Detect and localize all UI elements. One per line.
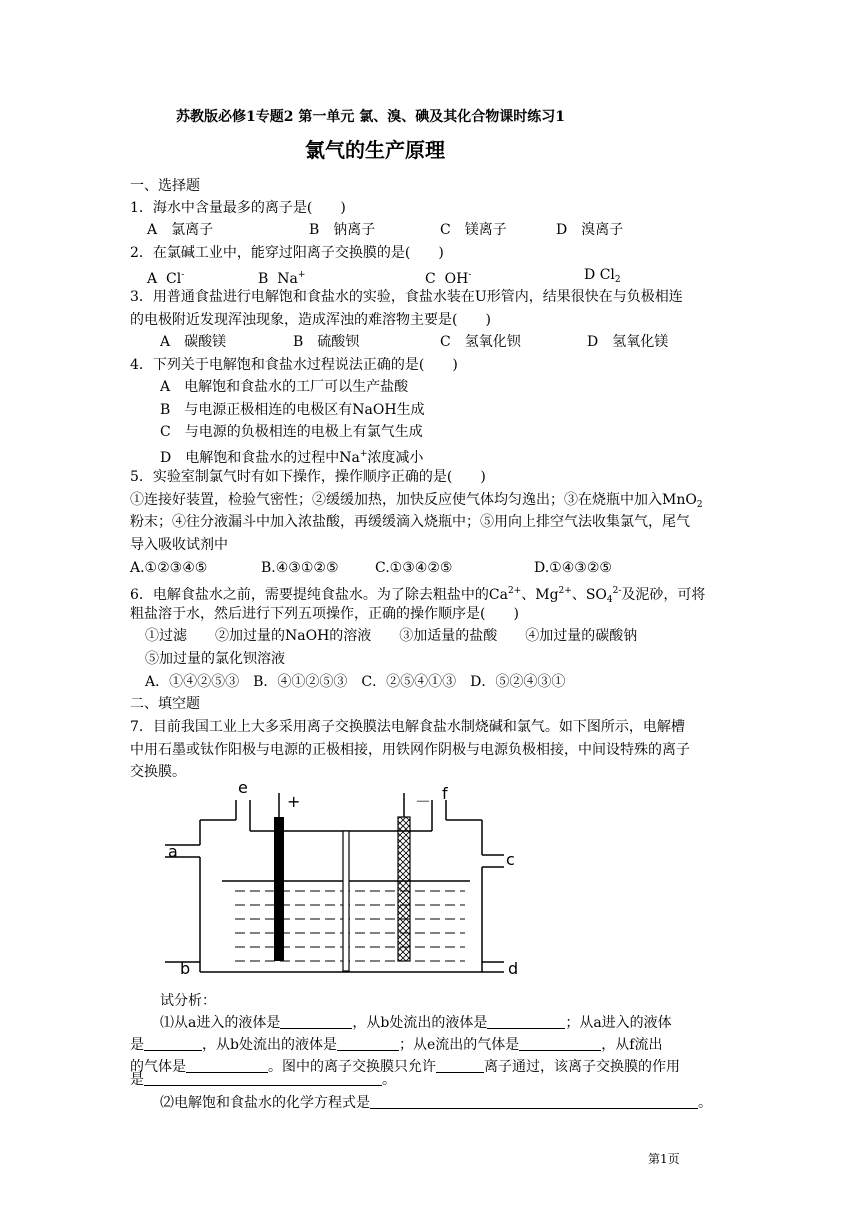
question-4-option-d: D 电解饱和食盐水的过程中Na+浓度减小 [160, 449, 424, 466]
question-5-line-1: ①连接好装置，检验气密性；②缓缓加热，加快反应使气体均匀逸出；③在烧瓶中加入MnO$_2$ [130, 492, 703, 510]
question-4-stem: 4．下列关于电解饱和食盐水过程说法正确的是( ) [130, 357, 458, 373]
question-7-line-2: 中用石墨或钛作阳极与电源的正极相接，用铁网作阴极与电源负极相接，中间设特殊的离子 [130, 742, 690, 758]
answer-blank[interactable] [370, 1094, 698, 1109]
question-6-line-1: 6．电解食盐水之前，需要提纯食盐水。为了除去粗盐中的$Ca^{2+}$、$Mg^{2+}$、$SO_4^{2-}$及泥砂，可将 [130, 586, 706, 605]
question-1-stem: 1．海水中含量最多的离子是( ) [130, 200, 346, 216]
question-3-line-2: 的电极附近发现浑浊现象，造成浑浊的难溶物主要是( ) [130, 312, 491, 328]
question-2-option-b: B Na+ [258, 270, 306, 287]
question-7-part-1-line-1: ⑴从a进入的液体是 ，从b处流出的液体是 ；从a进入的液体 [160, 1015, 672, 1031]
question-2-option-c: C OH- [425, 270, 472, 287]
page-title: 氯气的生产原理 [305, 138, 445, 162]
question-7-part-1-line-2: 是 ，从b处流出的液体是 ；从e流出的气体是 ，从f流出 [130, 1037, 663, 1053]
answer-blank[interactable] [144, 1071, 382, 1086]
answer-blank[interactable] [144, 1036, 202, 1051]
question-5-option-a: A.①②③④⑤ [130, 560, 208, 576]
header-text: 苏教版必修1专题2 第一单元 氯、溴、碘及其化合物课时练习1 [176, 109, 565, 125]
question-3-option-c: C 氢氧化钡 [440, 334, 521, 350]
answer-blank[interactable] [436, 1058, 484, 1073]
question-3-option-d: D 氢氧化镁 [587, 334, 669, 350]
question-7-part-1-line-3: 的气体是 。图中的离子交换膜只允许 离子通过，该离子交换膜的作用 [130, 1059, 680, 1075]
question-1-option-c: C 镁离子 [440, 222, 507, 238]
question-3-line-1: 3．用普通食盐进行电解饱和食盐水的实验，食盐水装在U形管内，结果很快在与负极相连 [130, 289, 683, 305]
question-2-option-d: D $Cl_2$ [584, 267, 621, 285]
answer-blank[interactable] [519, 1036, 601, 1051]
question-7-part-2: ⑵电解饱和食盐水的化学方程式是 。 [160, 1095, 712, 1111]
question-6-options: A．①④②⑤③ B．④①②⑤③ C．②⑤④①③ D．⑤②④③① [145, 674, 566, 690]
question-3-option-b: B 硫酸钡 [293, 334, 360, 350]
question-3-option-a: A 碳酸镁 [160, 334, 227, 350]
electrolysis-cell-diagram [160, 775, 540, 985]
question-5-option-c: C.①③④②⑤ [375, 560, 453, 576]
label-e: e [238, 778, 248, 797]
answer-blank[interactable] [487, 1014, 565, 1029]
label-b: b [180, 959, 191, 978]
label-c: c [506, 850, 515, 869]
label-a: a [168, 842, 178, 861]
section-heading-choice: 一、选择题 [130, 178, 200, 194]
label-plus: + [287, 792, 301, 811]
question-4-option-c: C 与电源的负极相连的电极上有氯气生成 [160, 424, 423, 440]
question-7-part-1-line-4: 是 。 [130, 1072, 396, 1088]
question-6-line-2: 粗盐溶于水，然后进行下列五项操作，正确的操作顺序是( ) [130, 606, 519, 622]
question-1-option-b: B 钠离子 [309, 222, 376, 238]
question-7-line-3: 交换膜。 [130, 764, 186, 780]
question-7-analysis-heading: 试分析： [160, 993, 216, 1009]
question-2-option-a: A Cl- [147, 270, 185, 287]
question-4-option-a: A 电解饱和食盐水的工厂可以生产盐酸 [160, 379, 409, 395]
label-f: f [442, 784, 448, 803]
question-6-line-3: ①过滤 ②加过量的NaOH的溶液 ③加适量的盐酸 ④加过量的碳酸钠 [145, 628, 638, 644]
question-6-line-4: ⑤加过量的氯化钡溶液 [145, 651, 285, 667]
question-5-option-b: B.④③①②⑤ [261, 560, 339, 576]
question-1-option-d: D 溴离子 [556, 222, 624, 238]
question-4-option-b: B 与电源正极相连的电极区有NaOH生成 [160, 402, 425, 418]
label-minus: － [415, 792, 432, 811]
question-5-line-2: 粉末；④往分液漏斗中加入浓盐酸，再缓缓滴入烧瓶中；⑤用向上排空气法收集氯气，尾气 [130, 514, 690, 530]
answer-blank[interactable] [280, 1014, 352, 1029]
question-1-option-a: A 氯离子 [147, 222, 214, 238]
question-5-option-d: D.①④③②⑤ [534, 560, 612, 576]
page-number: 第1页 [648, 1152, 680, 1166]
question-5-stem: 5．实验室制氯气时有如下操作，操作顺序正确的是( ) [130, 469, 486, 485]
section-heading-fill: 二、填空题 [130, 696, 200, 712]
label-d: d [508, 959, 519, 978]
answer-blank[interactable] [337, 1036, 399, 1051]
question-7-line-1: 7．目前我国工业上大多采用离子交换膜法电解食盐水制烧碱和氯气。如下图所示，电解槽 [130, 719, 685, 735]
question-5-line-3: 导入吸收试剂中 [130, 537, 228, 553]
question-2-stem: 2．在氯碱工业中，能穿过阳离子交换膜的是( ) [130, 245, 444, 261]
